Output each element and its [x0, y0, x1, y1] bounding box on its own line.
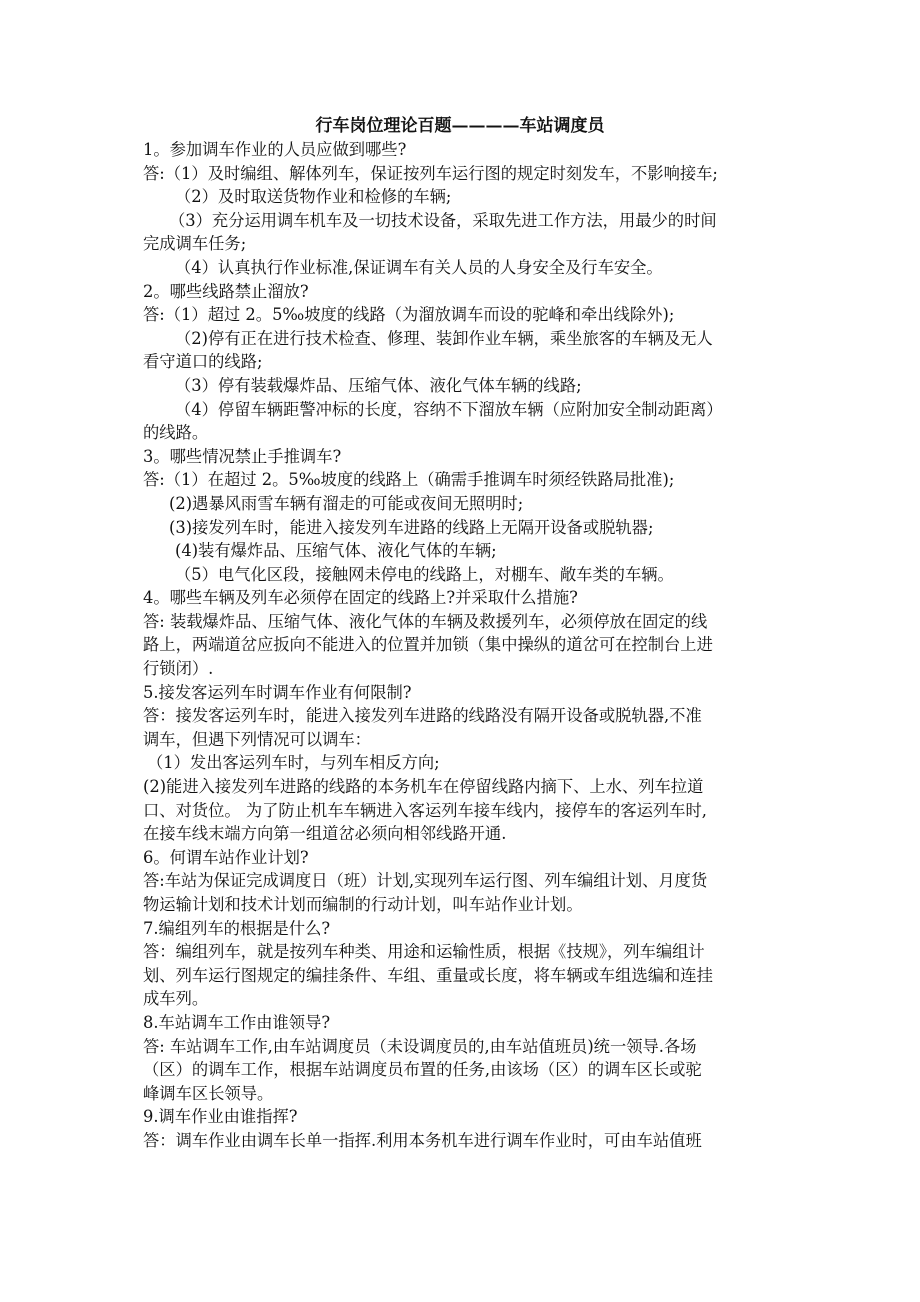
answer-3-item-3: (3)接发列车时，能进入接发列车进路的线路上无隔开设备或脱轨器; [169, 517, 654, 537]
answer-6-line-1: 答:车站为保证完成调度日（班）计划,实现列车运行图、列车编组计划、月度货 [143, 871, 708, 891]
answer-2-item-2: （2)停有正在进行技术检查、修理、装卸作业车辆，乘坐旅客的车辆及无人 [175, 328, 713, 348]
question-9: 9.调车作业由谁指挥? [143, 1107, 298, 1127]
answer-3-item-5: （5）电气化区段，接触网未停电的线路上，对棚车、敞车类的车辆。 [175, 564, 674, 584]
answer-6-line-2: 物运输计划和技术计划而编制的行动计划，叫车站作业计划。 [143, 895, 583, 914]
answer-2-item-4-cont: 的线路。 [143, 423, 209, 443]
answer-8-line-2: （区）的调车工作，根据车站调度员布置的任务,由该场（区）的调车区长或驼 [143, 1060, 702, 1080]
answer-5-item-2-cont: 口、对货位。 为了防止机车车辆进入客运列车接车线内，接停车的客运列车时, [143, 800, 707, 820]
question-5: 5.接发客运列车时调车作业有何限制? [143, 682, 412, 702]
answer-7-line-1: 答：编组列车，就是按列车种类、用途和运输性质，根据《技规》，列车编组计 [143, 942, 705, 962]
answer-3-item-4: (4)装有爆炸品、压缩气体、液化气体的车辆; [175, 541, 497, 561]
question-8: 8.车站调车工作由谁领导? [143, 1012, 331, 1032]
answer-1-item-2: （2）及时取送货物作业和检修的车辆; [175, 187, 452, 207]
question-1: 1。参加调车作业的人员应做到哪些? [143, 140, 407, 159]
answer-4-line-3: 行锁闭）. [143, 659, 214, 679]
answer-2-item-4: （4）停留车辆距警冲标的长度，容纳不下溜放车辆（应附加安全制动距离） [175, 399, 723, 419]
answer-5-line-1: 答：接发客运列车时，能进入接发列车进路的线路没有隔开设备或脱轨器,不准 [143, 706, 702, 726]
answer-8-line-1: 答: 车站调车工作,由车站调度员（未设调度员的,由车站值班员)统一领导.各场 [143, 1036, 697, 1056]
question-4: 4。哪些车辆及列车必须停在固定的线路上?并采取什么措施? [143, 588, 578, 608]
answer-9-line-1: 答：调车作业由调车长单一指挥.利用本务机车进行调车作业时，可由车站值班 [143, 1130, 702, 1150]
answer-5-line-2: 调车，但遇下列情况可以调车： [143, 729, 371, 749]
answer-4-line-2: 路上，两端道岔应扳向不能进入的位置并加锁（集中操纵的道岔可在控制台上进 [143, 635, 713, 655]
answer-1-item-3: （3）充分运用调车机车及一切技术设备，采取先进工作方法，用最少的时间 [169, 210, 717, 230]
document-body [143, 138, 783, 1153]
answer-2-item-3: （3）停有装载爆炸品、压缩气体、液化气体车辆的线路; [175, 375, 582, 395]
document-title: 行车岗位理论百题————车站调度员 [315, 116, 605, 136]
question-6: 6。何谓车站作业计划? [143, 847, 309, 867]
answer-5-item-1: （1）发出客运列车时，与列车相反方向; [147, 753, 440, 773]
answer-5-line-last: 在接车线末端方向第一组道岔必须向相邻线路开通. [143, 824, 507, 844]
answer-3-item-2: (2)遇暴风雨雪车辆有溜走的可能或夜间无照明时; [169, 493, 524, 513]
answer-3-item-1: 答:（1）在超过 2。5‰坡度的线路上（确需手推调车时须经铁路局批准); [143, 470, 675, 490]
question-2: 2。哪些线路禁止溜放? [143, 281, 309, 301]
answer-7-line-3: 成车列。 [143, 989, 209, 1009]
answer-4-line-1: 答: 装载爆炸品、压缩气体、液化气体的车辆及救援列车，必须停放在固定的线 [143, 611, 708, 631]
answer-8-line-3: 峰调车区长领导。 [143, 1083, 274, 1103]
question-7: 7.编组列车的根据是什么? [143, 918, 331, 938]
answer-2-item-2-cont: 看守道口的线路; [143, 352, 263, 372]
answer-1-item-4: （4）认真执行作业标准,保证调车有关人员的人身安全及行车安全。 [175, 257, 663, 277]
answer-1-item-1: 答:（1）及时编组、解体列车，保证按列车运行图的规定时刻发车，不影响接车; [143, 163, 718, 183]
answer-7-line-2: 划、列车运行图规定的编挂条件、车组、重量或长度，将车辆或车组选编和连挂 [143, 965, 713, 985]
question-3: 3。哪些情况禁止手推调车? [143, 446, 342, 466]
answer-5-item-2: (2)能进入接发列车进路的线路的本务机车在停留线路内摘下、上水、列车拉道 [143, 777, 704, 797]
answer-2-item-1: 答:（1）超过 2。5‰坡度的线路（为溜放调车而设的驼峰和牵出线除外); [143, 305, 675, 325]
answer-1-item-3-cont: 完成调车任务; [143, 234, 247, 254]
